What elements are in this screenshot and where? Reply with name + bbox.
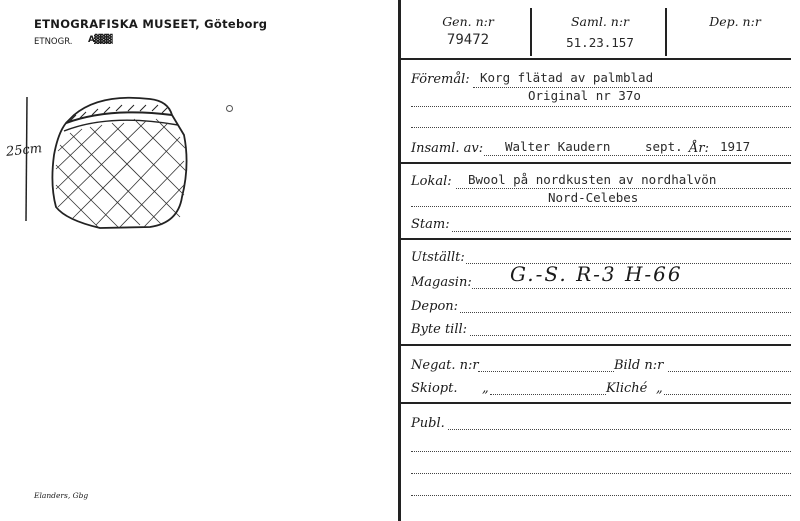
publ-line-4: [411, 495, 791, 496]
insaml-month: sept.: [645, 139, 683, 154]
magasin-value: G.-S. R-3 H-66: [510, 262, 683, 286]
gen-nr-label: Gen. n:r: [442, 14, 494, 29]
skiopt-ditto: „: [482, 381, 489, 396]
kliche-line: [664, 394, 791, 395]
printer-name: Elanders, Gbg: [34, 491, 89, 500]
byte-label: Byte till:: [411, 322, 468, 337]
byte-line: [470, 335, 791, 336]
negat-line: [478, 371, 614, 372]
foremal-value-1: Korg flätad av palmblad: [480, 70, 654, 85]
lokal-label: Lokal:: [411, 174, 452, 189]
museum-name: ETNOGRAFISKA MUSEET, Göteborg: [34, 17, 268, 31]
foremal-value-2: Original nr 37o: [528, 88, 641, 103]
gen-nr-value: 79472: [446, 32, 490, 48]
insaml-label: Insaml. av:: [411, 141, 484, 156]
lokal-value-2: Nord-Celebes: [548, 190, 639, 205]
stam-label: Stam:: [411, 217, 450, 232]
bild-label: Bild n:r: [614, 358, 664, 373]
ar-label: År:: [689, 141, 709, 156]
saml-nr-value: 51.23.157: [566, 35, 634, 50]
ar-value: 1917: [720, 139, 751, 154]
lokal-line-2: [411, 206, 791, 207]
depon-line: [460, 312, 791, 313]
stam-rule: [401, 238, 791, 240]
small-mark-icon: [226, 105, 233, 112]
basket-sketch-image: [0, 85, 260, 235]
stam-line: [452, 231, 791, 232]
negat-label: Negat. n:r: [411, 358, 479, 373]
lokal-line: [456, 188, 791, 189]
bild-line: [668, 371, 791, 372]
lokal-value-1: Bwool på nordkusten av nordhalvön: [468, 172, 717, 187]
utstallt-label: Utställt:: [411, 250, 465, 265]
foremal-label: Föremål:: [411, 72, 470, 87]
skiopt-label: Skiopt.: [411, 381, 458, 396]
dep-nr-label: Dep. n:r: [709, 14, 761, 29]
measurement-note: 25cm: [5, 141, 43, 160]
header-divider-1: [530, 8, 532, 56]
header-bottom-rule: [401, 58, 791, 60]
publ-line-3: [411, 473, 791, 474]
foremal-line-2: [411, 106, 791, 107]
kliche-ditto: „: [656, 381, 663, 396]
kliche-label: Kliché: [606, 381, 648, 396]
insaml-value: Walter Kaudern: [505, 139, 611, 154]
skiopt-rule: [401, 402, 791, 404]
insaml-line: [484, 155, 791, 156]
card-divider: [398, 0, 401, 521]
publ-label: Publ.: [411, 416, 445, 431]
magasin-line: [472, 288, 791, 289]
saml-nr-label: Saml. n:r: [570, 14, 630, 29]
header-divider-2: [665, 8, 667, 56]
foremal-line-3: [411, 127, 791, 128]
publ-line-1: [448, 429, 791, 430]
depon-label: Depon:: [411, 299, 459, 314]
etnogr-stamp: A▓▓▓: [88, 35, 112, 45]
publ-line-2: [411, 451, 791, 452]
skiopt-line: [490, 394, 606, 395]
magasin-label: Magasin:: [411, 275, 472, 290]
insaml-rule: [401, 162, 791, 164]
etnogr-label: ETNOGR.: [34, 37, 73, 47]
byte-rule: [401, 344, 791, 346]
